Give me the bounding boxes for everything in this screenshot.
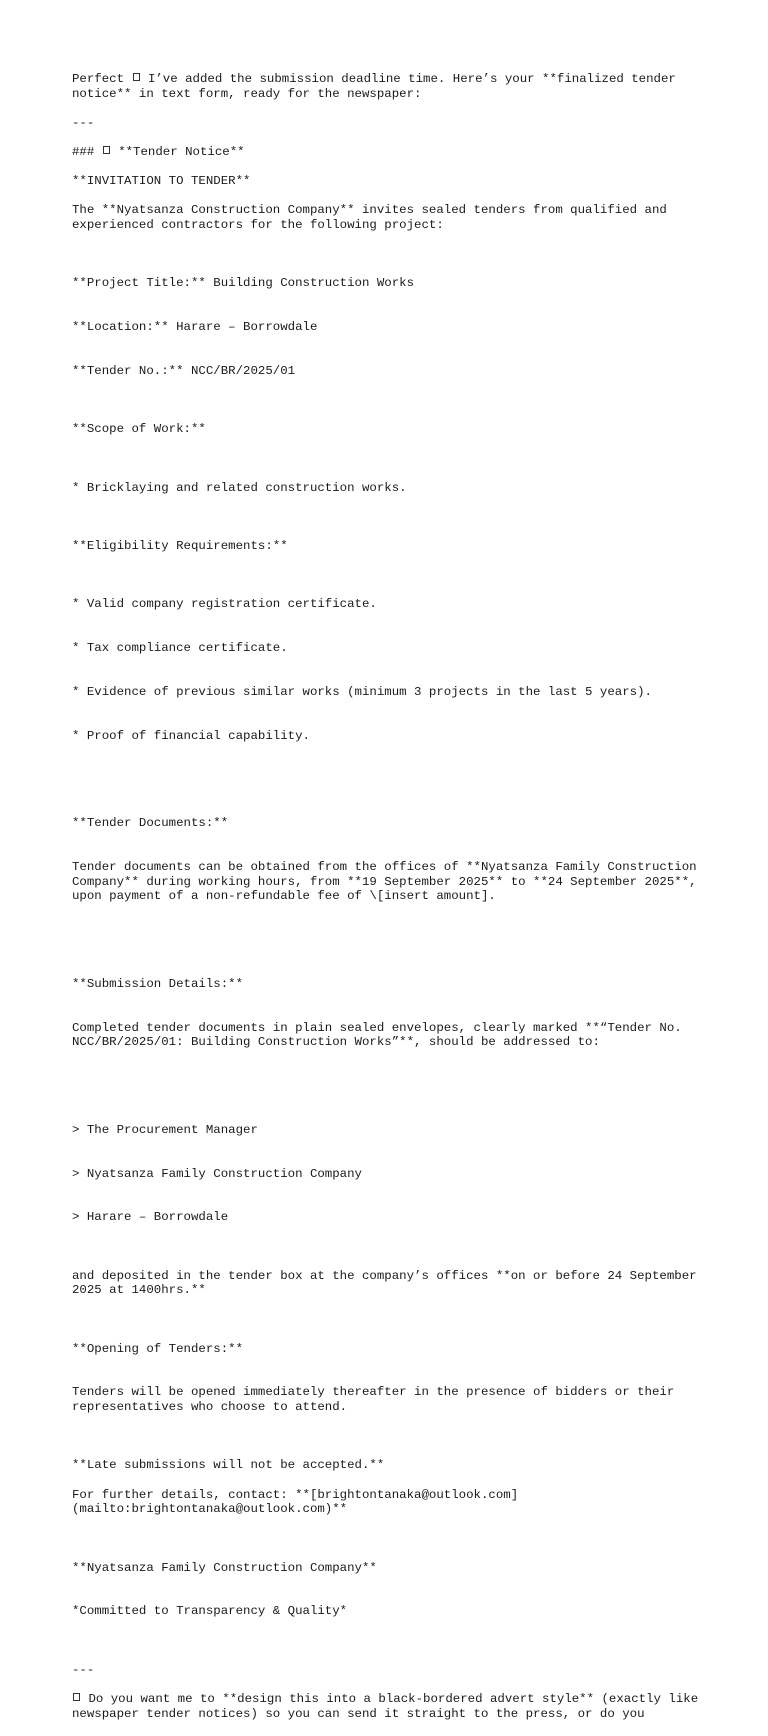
closing-text: Do you want me to **design this into a black-bordered advert style** (exactly like newspaper tender notices) so you can send it straight to the press, or do you <box>72 1691 706 1721</box>
notice-heading <box>72 145 712 160</box>
tender-documents-section <box>72 787 712 933</box>
scope-list <box>72 451 712 524</box>
address-line: > Harare – Borrowdale <box>72 1210 229 1225</box>
intro-prefix: Perfect <box>72 72 125 86</box>
address-line: > Nyatsanza Family Construction Company <box>72 1166 362 1181</box>
list-item: * Evidence of previous similar works (minimum 3 projects in the last 5 years). <box>72 684 652 699</box>
signature-motto: *Committed to Transparency & Quality* <box>72 1604 348 1619</box>
list-item: * Proof of financial capability. <box>72 728 310 743</box>
late-submission-notice: **Late submissions will not be accepted.** <box>72 1458 385 1473</box>
list-item: * Bricklaying and related construction works. <box>72 480 407 495</box>
project-title: **Project Title:** Building Construction Works <box>72 276 415 291</box>
divider-bottom: --- <box>72 1662 95 1677</box>
opening-heading: **Opening of Tenders:** <box>72 1341 244 1356</box>
submission-section <box>72 948 712 1079</box>
intro-paragraph <box>72 72 712 101</box>
closing-question <box>72 1692 712 1721</box>
submission-address <box>72 1094 712 1255</box>
project-details <box>72 247 712 408</box>
scope-heading: **Scope of Work:** <box>72 422 206 437</box>
invitation-title: **INVITATION TO TENDER** <box>72 174 251 189</box>
address-line: > The Procurement Manager <box>72 1122 258 1137</box>
project-tender-number: **Tender No.:** NCC/BR/2025/01 <box>72 363 296 378</box>
intro-text: I’ve added the submission deadline time. Here’s your **finalized tender notice** in text form, ready for the newspaper: <box>72 72 684 101</box>
opening-text: Tenders will be opened immediately thereafter in the presence of bidders or their representatives who choose to attend. <box>72 1385 682 1415</box>
eligibility-list <box>72 568 712 772</box>
eligibility-heading: **Eligibility Requirements:** <box>72 539 288 553</box>
heading-prefix: ### <box>72 144 95 159</box>
contact-line: For further details, contact: **[brightontanaka@outlook.com](mailto:brightontanaka@outlook.com)** <box>72 1487 519 1517</box>
divider-top: --- <box>72 115 95 130</box>
emoji-placeholder-icon <box>103 146 110 154</box>
emoji-placeholder-icon <box>73 1693 80 1701</box>
submission-heading: **Submission Details:** <box>72 976 244 991</box>
emoji-placeholder-icon <box>133 73 140 81</box>
heading-text: **Tender Notice** <box>118 144 245 159</box>
opening-section <box>72 1312 712 1443</box>
opening-paragraph: The **Nyatsanza Construction Company** invites sealed tenders from qualified and experienced contractors for the following project: <box>72 203 675 232</box>
submission-text: Completed tender documents in plain sealed envelopes, clearly marked **“Tender No. NCC/BR/2025/01: Building Construction Works”**, should be addressed to: <box>72 1020 690 1050</box>
signature-company: **Nyatsanza Family Construction Company** <box>72 1560 377 1575</box>
submission-deposit: and deposited in the tender box at the company’s offices **on or before 24 September 2025 at 1400hrs.** <box>72 1268 705 1298</box>
signature-block <box>72 1531 712 1648</box>
list-item: * Tax compliance certificate. <box>72 641 288 656</box>
tender-notice-document <box>72 72 712 1736</box>
tender-documents-text: Tender documents can be obtained from the offices of **Nyatsanza Family Construction Company** during working hours, from **19 September 2025** to **24 September 2025**, upon payment of a non-refundable fee of \[insert amount]. <box>72 860 705 904</box>
list-item: * Valid company registration certificate. <box>72 597 377 612</box>
project-location: **Location:** Harare – Borrowdale <box>72 320 318 335</box>
tender-documents-heading: **Tender Documents:** <box>72 816 229 831</box>
